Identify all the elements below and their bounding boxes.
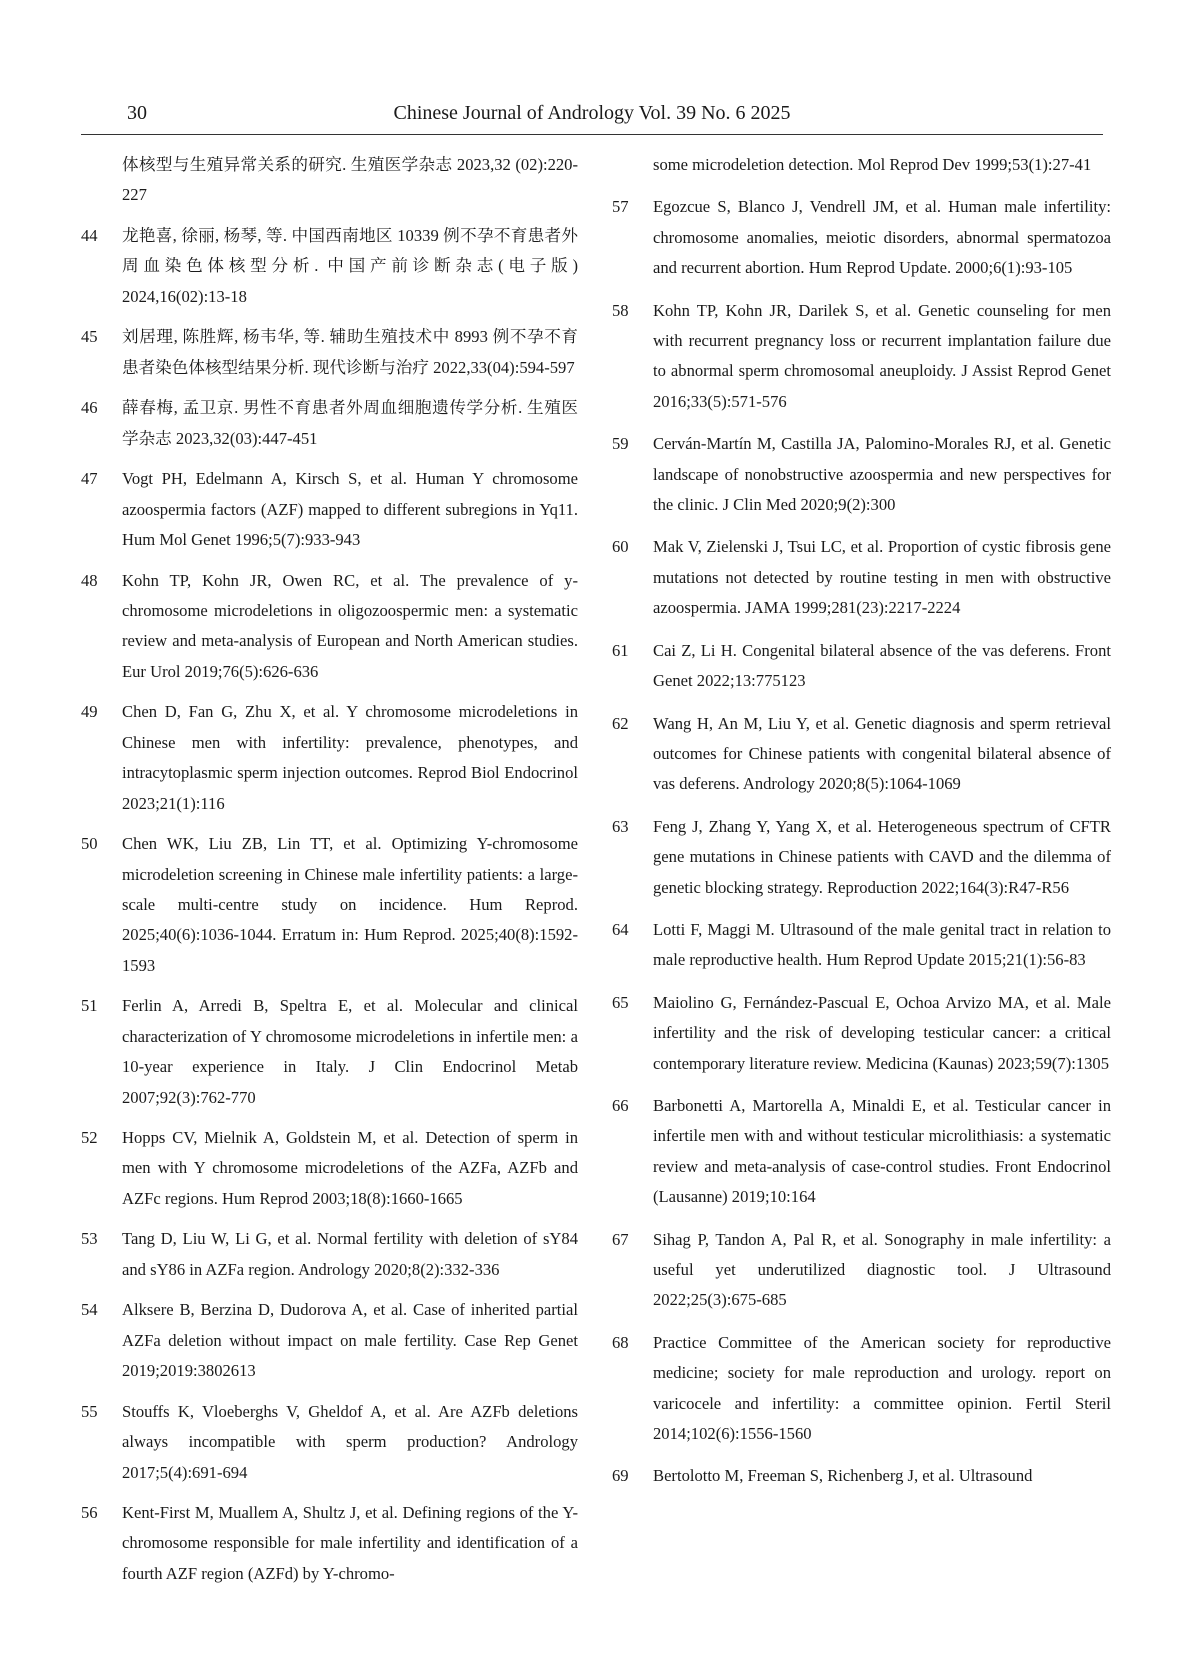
reference-entry — [612, 532, 1111, 623]
reference-entry — [81, 393, 578, 454]
reference-entry — [612, 429, 1111, 520]
reference-text: Alksere B, Berzina D, Dudorova A, et al. Case of inherited partial AZFa deletion without impact on male fertility. Case Rep Genet 2019;2019:3802613 — [122, 1300, 578, 1381]
reference-text: Chen WK, Liu ZB, Lin TT, et al. Optimizing Y-chromosome microdeletion screening in Chinese male infertility patients: a large-scale multi-centre study on incidence. Hum Reprod. 2025;40(6):1036-1044. Erratum in: Hum Reprod. 2025;40(8):1592-1593 — [122, 834, 578, 975]
reference-number: 44 — [81, 225, 98, 245]
reference-number: 54 — [81, 1300, 98, 1320]
reference-entry — [612, 192, 1111, 283]
reference-entry — [81, 829, 578, 981]
reference-text: Cai Z, Li H. Congenital bilateral absence of the vas deferens. Front Genet 2022;13:775123 — [653, 640, 1111, 691]
reference-number: 65 — [612, 992, 629, 1012]
reference-text: 薛春梅, 孟卫京. 男性不育患者外周血细胞遗传学分析. 生殖医学杂志 2023,32(03):447-451 — [122, 398, 578, 448]
reference-text: Wang H, An M, Liu Y, et al. Genetic diagnosis and sperm retrieval outcomes for Chinese patients with congenital bilateral absence of vas deferens. Andrology 2020;8(5):1064-1069 — [653, 713, 1111, 794]
reference-text: Vogt PH, Edelmann A, Kirsch S, et al. Human Y chromosome azoospermia factors (AZF) mapped to different subregions in Yq11. Hum Mol Genet 1996;5(7):933-943 — [122, 469, 578, 550]
reference-number: 53 — [81, 1229, 98, 1249]
reference-text: Kohn TP, Kohn JR, Owen RC, et al. The prevalence of y-chromosome microdeletions in oligozoospermic men: a systematic review and meta-analysis of European and North American studies. Eur Urol 2019;76(5):626-636 — [122, 570, 578, 681]
reference-number: 50 — [81, 834, 98, 854]
reference-entry — [81, 991, 578, 1113]
reference-entry — [612, 1225, 1111, 1316]
reference-number: 51 — [81, 996, 98, 1016]
reference-number: 52 — [81, 1128, 98, 1148]
reference-text: 体核型与生殖异常关系的研究. 生殖医学杂志 2023,32 (02):220-227 — [122, 155, 578, 205]
reference-entry — [612, 636, 1111, 697]
reference-entry — [612, 988, 1111, 1079]
reference-entry — [612, 812, 1111, 903]
reference-column-right — [612, 150, 1111, 1492]
reference-number: 67 — [612, 1229, 629, 1249]
reference-text: Barbonetti A, Martorella A, Minaldi E, et al. Testicular cancer in infertile men with and without testicular microlithiasis: a systematic review and meta-analysis of case-control studies. Front Endocrinol (Lausanne) 2019;10:164 — [653, 1095, 1111, 1207]
reference-column-left — [81, 150, 578, 1589]
reference-number: 49 — [81, 702, 98, 722]
reference-number: 64 — [612, 919, 629, 939]
reference-number: 63 — [612, 816, 629, 836]
reference-text: some microdeletion detection. Mol Reprod Dev 1999;53(1):27-41 — [653, 155, 1092, 174]
reference-text: Feng J, Zhang Y, Yang X, et al. Heterogeneous spectrum of CFTR gene mutations in Chinese patients with CAVD and the dilemma of genetic blocking strategy. Reproduction 2022;164(3):R47-R56 — [653, 816, 1111, 897]
reference-entry — [612, 709, 1111, 800]
reference-text: Chen D, Fan G, Zhu X, et al. Y chromosome microdeletions in Chinese men with infertility: prevalence, phenotypes, and intracytoplasmic sperm injection outcomes. Reprod Biol Endocrinol 2023;21(1):116 — [122, 702, 578, 813]
reference-entry — [81, 566, 578, 688]
reference-entry — [612, 915, 1111, 976]
reference-number: 61 — [612, 640, 629, 660]
reference-text: Stouffs K, Vloeberghs V, Gheldof A, et al. Are AZFb deletions always incompatible with sperm production? Andrology 2017;5(4):691-694 — [122, 1401, 578, 1482]
page-number: 30 — [127, 102, 147, 124]
reference-entry — [81, 1498, 578, 1589]
reference-text: Mak V, Zielenski J, Tsui LC, et al. Proportion of cystic fibrosis gene mutations not detected by routine testing in men with obstructive azoospermia. JAMA 1999;281(23):2217-2224 — [653, 537, 1111, 618]
reference-text: Egozcue S, Blanco J, Vendrell JM, et al. Human male infertility: chromosome anomalies, meiotic disorders, abnormal spermatozoa and recurrent abortion. Hum Reprod Update. 2000;6(1):93-105 — [653, 197, 1111, 278]
reference-number: 46 — [81, 398, 98, 418]
reference-entry — [612, 1328, 1111, 1450]
reference-number: 68 — [612, 1332, 629, 1352]
reference-number: 69 — [612, 1466, 629, 1486]
reference-entry — [612, 1091, 1111, 1213]
reference-number: 48 — [81, 570, 98, 590]
reference-text: Tang D, Liu W, Li G, et al. Normal fertility with deletion of sY84 and sY86 in AZFa region. Andrology 2020;8(2):332-336 — [122, 1229, 578, 1279]
reference-text: Bertolotto M, Freeman S, Richenberg J, et al. Ultrasound — [653, 1466, 1033, 1486]
journal-running-title: Chinese Journal of Andrology Vol. 39 No. 6 2025 — [393, 102, 791, 124]
reference-entry — [81, 1224, 578, 1285]
reference-number: 60 — [612, 537, 629, 557]
reference-entry — [81, 322, 578, 383]
reference-text: Kohn TP, Kohn JR, Darilek S, et al. Genetic counseling for men with recurrent pregnancy loss or recurrent implantation failure due to abnormal sperm chromosomal aneuploidy. J Assist Reprod Genet 2016;33(5):571-576 — [653, 300, 1111, 411]
reference-entry — [81, 221, 578, 312]
reference-text: Sihag P, Tandon A, Pal R, et al. Sonography in male infertility: a useful yet underutilized diagnostic tool. J Ultrasound 2022;25(3):675-685 — [653, 1229, 1111, 1310]
reference-entry-continued — [81, 150, 578, 211]
reference-entry — [81, 1397, 578, 1488]
reference-number: 57 — [612, 197, 629, 217]
reference-entry — [81, 1295, 578, 1386]
reference-entry — [81, 697, 578, 819]
reference-number: 55 — [81, 1401, 98, 1421]
reference-entry — [612, 1461, 1111, 1491]
reference-number: 45 — [81, 327, 98, 347]
reference-entry — [81, 1123, 578, 1214]
reference-number: 59 — [612, 434, 629, 454]
reference-text: Practice Committee of the American society for reproductive medicine; society for male reproduction and urology. report on varicocele and infertility: a committee opinion. Fertil Steril 2014;102(6):1556-1560 — [653, 1332, 1111, 1444]
reference-number: 58 — [612, 300, 629, 320]
reference-number: 47 — [81, 469, 98, 489]
reference-text: 龙艳喜, 徐丽, 杨琴, 等. 中国西南地区 10339 例不孕不育患者外周血染色体核型分析. 中国产前诊断杂志(电子版) 2024,16(02):13-18 — [122, 225, 578, 306]
reference-entry-continued — [612, 150, 1111, 180]
reference-text: Cerván-Martín M, Castilla JA, Palomino-Morales RJ, et al. Genetic landscape of nonobstructive azoospermia and new perspectives for the clinic. J Clin Med 2020;9(2):300 — [653, 434, 1111, 515]
reference-text: Maiolino G, Fernández-Pascual E, Ochoa Arvizo MA, et al. Male infertility and the risk of developing testicular cancer: a critical contemporary literature review. Medicina (Kaunas) 2023;59(7):1305 — [653, 992, 1111, 1073]
reference-entry — [81, 464, 578, 555]
reference-text: Lotti F, Maggi M. Ultrasound of the male genital tract in relation to male reproductive health. Hum Reprod Update 2015;21(1):56-83 — [653, 919, 1111, 970]
reference-text: Ferlin A, Arredi B, Speltra E, et al. Molecular and clinical characterization of Y chromosome microdeletions in infertile men: a 10-year experience in Italy. J Clin Endocrinol Metab 2007;92(3):762-770 — [122, 996, 578, 1107]
reference-text: Kent-First M, Muallem A, Shultz J, et al. Defining regions of the Y-chromosome responsible for male infertility and identification of a fourth AZF region (AZFd) by Y-chromo- — [122, 1503, 578, 1583]
reference-number: 56 — [81, 1503, 98, 1523]
reference-number: 66 — [612, 1095, 629, 1115]
reference-text: Hopps CV, Mielnik A, Goldstein M, et al. Detection of sperm in men with Y chromosome microdeletions of the AZFa, AZFb and AZFc regions. Hum Reprod 2003;18(8):1660-1665 — [122, 1128, 578, 1208]
page-header — [81, 94, 1103, 135]
reference-entry — [612, 296, 1111, 418]
reference-number: 62 — [612, 713, 629, 733]
reference-text: 刘居理, 陈胜辉, 杨韦华, 等. 辅助生殖技术中 8993 例不孕不育患者染色体核型结果分析. 现代诊断与治疗 2022,33(04):594-597 — [122, 327, 578, 377]
